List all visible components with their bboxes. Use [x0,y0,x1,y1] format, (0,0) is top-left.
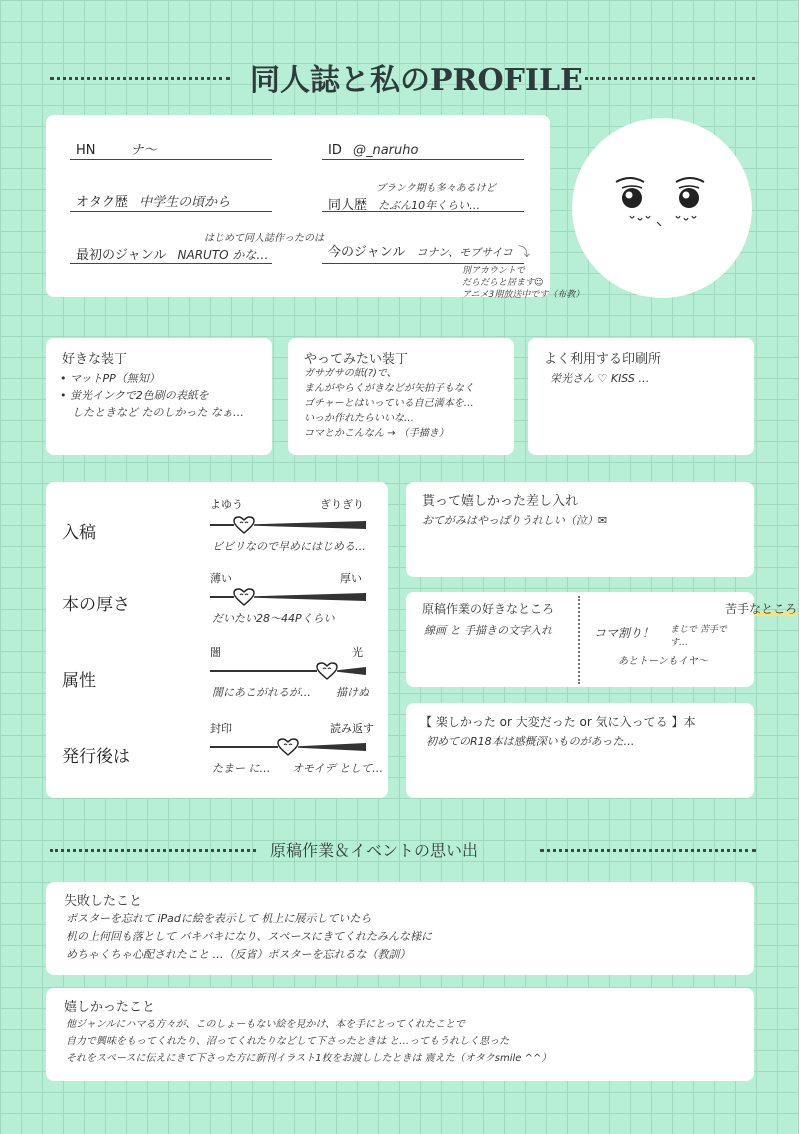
side-note-line-1: 別アカウントで [462,266,525,276]
binding-card [46,338,272,455]
otaku-value: 中学生の頃から [139,195,231,210]
memories-dots-right [540,849,756,852]
slider-thick-segment [337,667,366,675]
fun-value: 初めてのR18本は感概深いものがあった… [426,735,635,748]
slider-note: だいたい28〜44Pくらい [212,612,335,625]
doujin-label: 同人歴 [328,194,367,213]
first-genre-label: 最初のジャンル [76,244,166,263]
happy-card [46,988,754,1081]
printer-title: よく利用する印刷所 [544,348,661,367]
dislikes-title: 苦手なところ [725,602,798,616]
hn-field [76,139,157,158]
printer-card [528,338,754,455]
slider-track[interactable] [210,740,366,754]
first-genre-value: NARUTO かな… [177,248,269,262]
slider-left-label: 闇 [210,646,221,659]
side-note [462,265,584,301]
side-note-line-2: だらだらと居ます☺ [462,278,544,288]
slider-note: 闇にあこがれるが… [212,686,311,699]
slider-track[interactable] [210,664,366,678]
happy-line: それをスペースに伝えにきて下さった方に新刊イラスト1枚をお渡ししたときは 震えた（オタクsmile ^^） [66,1053,552,1064]
slider-label: 発行後は [62,742,130,767]
heart-handle-icon[interactable] [316,662,338,680]
slider-label: 属性 [62,666,96,691]
id-value: @_naruho [352,143,419,158]
now-genre-field [328,241,530,260]
try-line: いっか作れたらいいな… [304,413,414,424]
id-label: ID [328,143,342,158]
otaku-field [76,191,230,210]
doujin-field [328,179,496,213]
happy-title: 嬉しかったこと [64,996,155,1015]
dislikes-value-2: あとトーンもイヤ〜 [618,656,708,667]
binding-item: • マットPP（無知） [60,372,160,385]
hn-value: ナ〜 [130,143,157,158]
first-genre-note: はじめて同人誌作ったのは [204,233,324,244]
slider-right-label: 光 [352,646,363,659]
heart-handle-icon[interactable] [277,738,299,756]
likes-value: 線画 と 手描きの文字入れ [424,624,552,637]
slider-row [46,710,388,790]
arrow-icon: ⤵ [517,245,530,259]
try-line: ガサガサの紙(?)で、 [304,368,397,379]
slider-track[interactable] [210,518,366,532]
page-title: 同人誌と私のPROFILE [250,63,583,98]
slider-left-label: よゆう [210,498,243,511]
dislikes-value-small: まじで 苦手です… [670,625,727,648]
slider-note: たまー に… [212,762,271,775]
heart-handle-icon[interactable] [233,516,255,534]
face-icon [572,118,752,298]
printer-value: 栄光さん ♡ KISS … [550,372,650,385]
slider-thin-segment [210,596,234,598]
slider-note-2: オモイデ として… [292,762,384,775]
happy-line: 他ジャンルにハマる方々が、このしょーもない絵を見かけ、本を手にとってくれたことで [66,1019,465,1030]
try-line: ゴチャーとはいっている自己満本を… [304,398,474,409]
fail-title: 失敗したこと [64,890,142,909]
slider-row [46,482,388,558]
sliders-card [46,482,388,798]
try-line: まんがやらくがきなどが矢拍子もなく [304,383,474,394]
fun-card [406,703,754,798]
slider-thick-segment [254,521,366,529]
header-dots-right [585,77,755,80]
now-genre-value: コナン、モブサイコ [416,246,513,259]
hn-label: HN [76,143,96,158]
slider-label: 入稿 [62,518,96,543]
gift-card [406,482,754,577]
likes-title: 原稿作業の好きなところ [422,602,555,616]
binding-item: • 蛍光インクで2色刷の表紙を [60,389,209,402]
side-note-line-3: アニメ3期放送中です（布教） [462,290,585,300]
doujin-value-2: たぶん10年くらい… [378,199,481,212]
work-card [406,592,798,687]
slider-left-label: 封印 [210,722,232,735]
gift-title: 貰って嬉しかった差し入れ [422,490,578,509]
slider-right-label: ぎりぎり [320,498,364,511]
binding-item: したときなど たのしかった なぁ… [72,406,244,419]
fail-line: めちゃくちゃ心配されたこと …（反省）ポスターを忘れるな（教訓） [66,948,411,961]
now-genre-label: 今のジャンル [328,241,405,260]
slider-thin-segment [210,524,234,526]
dislikes-value-1: コマ割り！ [594,626,655,640]
slider-right-label: 読み返す [330,722,374,735]
fail-line: 机の上何回も落として バキバキになり、スペースにきてくれたみんな様に [66,930,432,943]
slider-note-2: 描けぬ [336,686,369,699]
slider-label: 本の厚さ [62,590,130,615]
slider-thick-segment [298,743,366,751]
binding-items [60,370,244,421]
fun-title: 【 楽しかった or 大変だった or 気に入ってる 】本 [420,715,696,729]
header-dots-left [50,77,230,80]
memories-dots-left [50,849,256,852]
try-binding-title: やってみたい装丁 [304,348,408,367]
gift-value: おてがみはやっぱりうれしい（泣）✉ [422,514,608,527]
slider-thick-segment [254,593,366,601]
fail-lines [66,910,432,964]
otaku-label: オタク歴 [76,191,128,210]
binding-title: 好きな装丁 [62,348,127,367]
memories-title: 原稿作業＆イベントの思い出 [270,841,479,860]
slider-right-label: 厚い [340,572,362,585]
doujin-value-1: ブランク期も多々あるけど [376,183,496,194]
slider-track[interactable] [210,590,366,604]
slider-thin-segment [210,746,278,748]
fail-line: ポスターを忘れて iPadに絵を表示して 机上に展示していたら [66,912,372,925]
slider-thin-segment [210,670,317,672]
fail-card [46,882,754,975]
try-line: コマとかこんなん → （手描き） [304,428,449,439]
first-genre-field [76,229,324,263]
happy-line: 自力で興味をもってくれたり、沼ってくれたりなどして下さったときは と…ってもうれしく思った [66,1036,510,1047]
slider-row [46,634,388,710]
heart-handle-icon[interactable] [233,588,255,606]
slider-note: ビビリなので早めにはじめる… [212,540,366,553]
id-field [328,139,418,158]
try-binding-lines [304,366,474,441]
try-binding-card [288,338,514,455]
avatar [572,118,752,298]
happy-lines [66,1016,551,1067]
slider-row [46,558,388,634]
slider-left-label: 薄い [210,572,232,585]
divider [578,596,580,684]
